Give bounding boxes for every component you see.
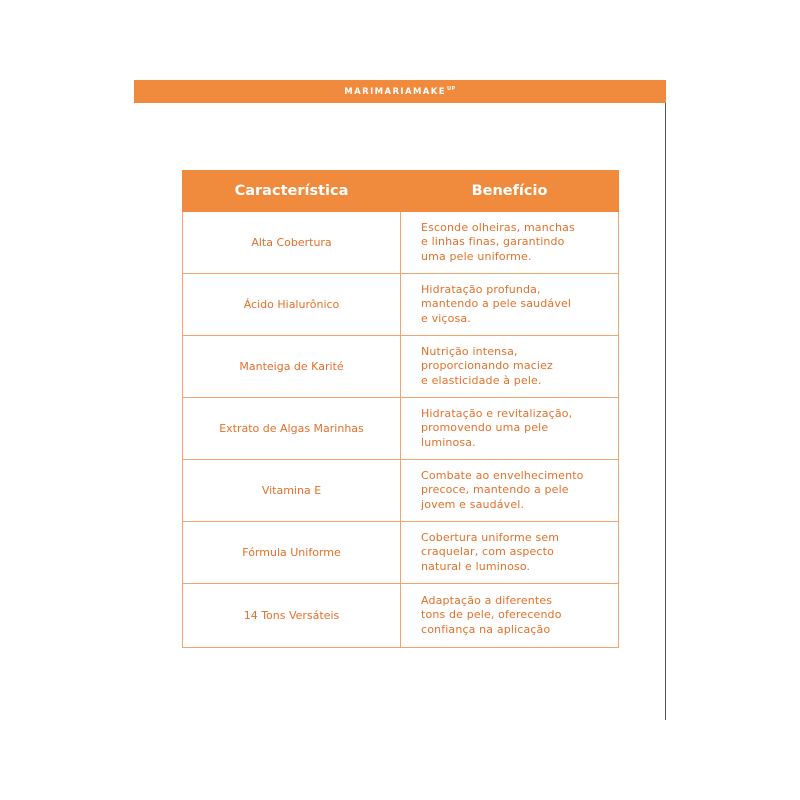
feature-cell: Fórmula Uniforme xyxy=(183,522,401,584)
benefit-line: Cobertura uniforme sem xyxy=(421,530,560,544)
table-row xyxy=(183,212,619,274)
table-row xyxy=(183,274,619,336)
benefit-line: craquelar, com aspecto xyxy=(421,545,554,559)
table-row xyxy=(183,336,619,398)
table-row xyxy=(183,398,619,460)
benefit-cell xyxy=(401,336,619,398)
table-row xyxy=(183,460,619,522)
header-feature: Característica xyxy=(183,171,401,212)
page-right-edge-line xyxy=(665,103,666,720)
brand-header-bar xyxy=(134,80,666,103)
feature-cell: 14 Tons Versáteis xyxy=(183,584,401,648)
benefit-cell xyxy=(401,460,619,522)
benefit-cell xyxy=(401,274,619,336)
benefit-line: tons de pele, oferecendo xyxy=(421,608,562,622)
benefit-line: Hidratação profunda, xyxy=(421,282,541,296)
benefit-cell xyxy=(401,522,619,584)
benefit-line: e viçosa. xyxy=(421,311,471,325)
feature-cell: Manteiga de Karité xyxy=(183,336,401,398)
benefit-line: e linhas finas, garantindo xyxy=(421,235,565,249)
benefit-line: uma pele uniforme. xyxy=(421,249,532,263)
benefit-line: Adaptação a diferentes xyxy=(421,593,553,607)
benefit-line: precoce, mantendo a pele xyxy=(421,483,569,497)
benefit-line: Combate ao envelhecimento xyxy=(421,468,584,482)
feature-cell: Vitamina E xyxy=(183,460,401,522)
benefit-cell xyxy=(401,212,619,274)
feature-cell: Ácido Hialurônico xyxy=(183,274,401,336)
table-header-row xyxy=(183,171,619,212)
benefit-line: mantendo a pele saudável xyxy=(421,297,572,311)
benefit-cell xyxy=(401,584,619,648)
feature-cell: Alta Cobertura xyxy=(183,212,401,274)
benefit-line: confiança na aplicação xyxy=(421,622,551,636)
brand-name: MARIMARIAMAKE xyxy=(344,86,446,97)
benefit-line: e elasticidade à pele. xyxy=(421,373,542,387)
features-benefits-table xyxy=(182,170,619,648)
benefit-line: promovendo uma pele xyxy=(421,421,549,435)
benefit-line: proporcionando maciez xyxy=(421,359,553,373)
table-row xyxy=(183,522,619,584)
header-benefit: Benefício xyxy=(401,171,619,212)
brand-logo xyxy=(344,87,455,97)
table-row xyxy=(183,584,619,648)
benefit-line: natural e luminoso. xyxy=(421,559,531,573)
benefit-line: luminosa. xyxy=(421,435,476,449)
table-body xyxy=(183,212,619,648)
brand-name-superscript: UP xyxy=(446,85,456,92)
benefit-line: Nutrição intensa, xyxy=(421,344,518,358)
benefit-cell xyxy=(401,398,619,460)
benefit-line: Hidratação e revitalização, xyxy=(421,406,573,420)
benefit-line: jovem e saudável. xyxy=(421,497,525,511)
feature-cell: Extrato de Algas Marinhas xyxy=(183,398,401,460)
benefit-line: Esconde olheiras, manchas xyxy=(421,220,575,234)
